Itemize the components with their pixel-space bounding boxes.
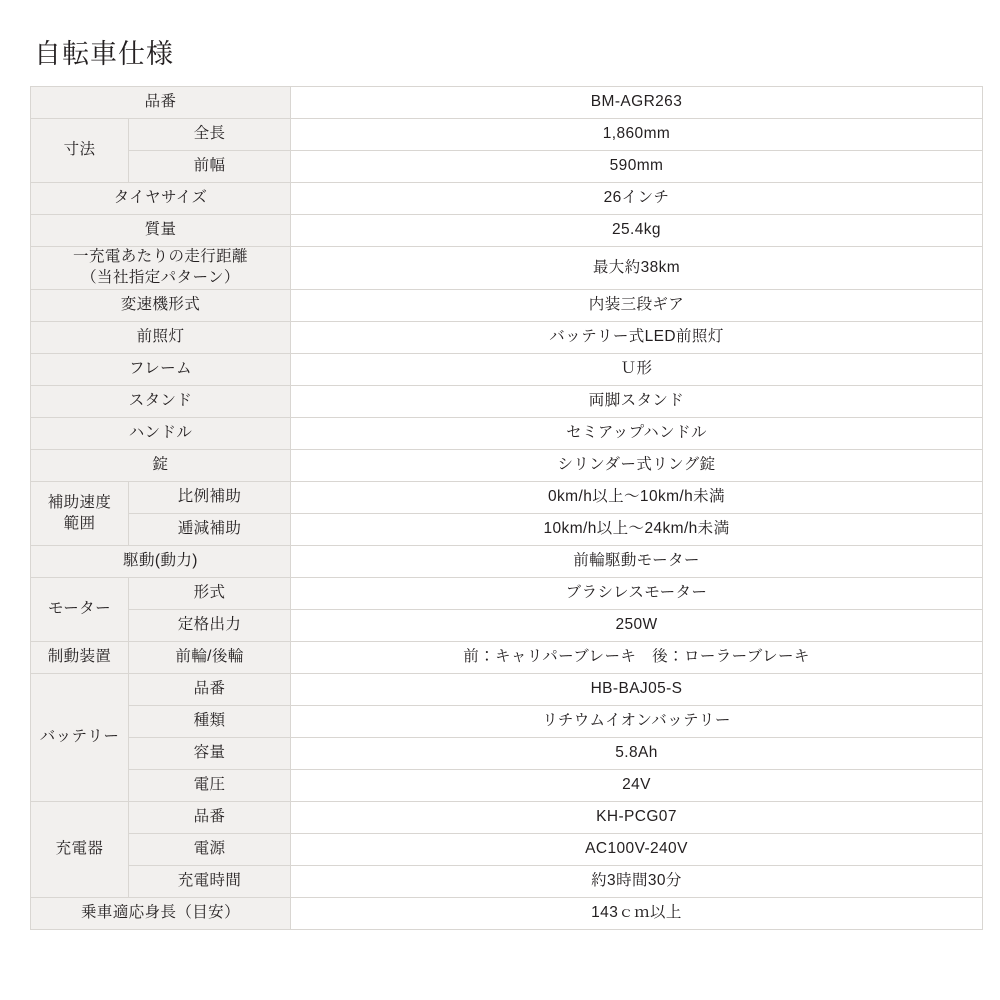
row-value: 590mm [291,151,983,183]
row-label: 品番 [31,87,291,119]
row-label: スタンド [31,386,291,418]
row-label: 前幅 [129,151,291,183]
row-value: AC100V-240V [291,834,983,866]
row-value: 最大約38km [291,247,983,290]
table-row [31,546,983,578]
row-value: 約3時間30分 [291,866,983,898]
bicycle-spec-table [30,86,983,930]
table-row [31,322,983,354]
row-label [31,247,291,290]
row-value: 25.4kg [291,215,983,247]
row-group-label: バッテリー [31,674,129,802]
table-row [31,183,983,215]
row-value: 26インチ [291,183,983,215]
table-row [31,215,983,247]
row-value: 0km/h以上〜10km/h未満 [291,482,983,514]
row-group-label: モーター [31,578,129,642]
table-row [31,866,983,898]
row-label: フレーム [31,354,291,386]
row-label: 駆動(動力) [31,546,291,578]
row-label: 逓減補助 [129,514,291,546]
table-row [31,770,983,802]
row-value: 10km/h以上〜24km/h未満 [291,514,983,546]
table-row [31,898,983,930]
table-row [31,290,983,322]
row-label: 電圧 [129,770,291,802]
table-row [31,386,983,418]
row-label: 前輪/後輪 [129,642,291,674]
table-row [31,450,983,482]
row-group-label: 制動装置 [31,642,129,674]
row-label: 質量 [31,215,291,247]
table-row [31,418,983,450]
table-row [31,354,983,386]
row-label: 比例補助 [129,482,291,514]
table-row [31,578,983,610]
row-label-line2: （当社指定パターン） [81,269,240,287]
row-label: 変速機形式 [31,290,291,322]
row-value: HB-BAJ05-S [291,674,983,706]
table-row [31,119,983,151]
table-row [31,610,983,642]
row-label-line1: 一充電あたりの走行距離 [73,248,248,266]
row-value: 250W [291,610,983,642]
row-label: 品番 [129,802,291,834]
row-value: 内装三段ギア [291,290,983,322]
row-value: セミアップハンドル [291,418,983,450]
row-value: ブラシレスモーター [291,578,983,610]
row-value: リチウムイオンバッテリー [291,706,983,738]
row-label: 錠 [31,450,291,482]
row-value: BM-AGR263 [291,87,983,119]
table-row [31,642,983,674]
row-value: 前：キャリパーブレーキ 後：ローラーブレーキ [291,642,983,674]
row-value: Ｕ形 [291,354,983,386]
row-value: シリンダー式リング錠 [291,450,983,482]
row-label: 充電時間 [129,866,291,898]
row-group-label: 充電器 [31,802,129,898]
table-row [31,738,983,770]
table-row [31,482,983,514]
row-label: 電源 [129,834,291,866]
spec-table-body [31,87,983,930]
row-value: 両脚スタンド [291,386,983,418]
table-row [31,87,983,119]
row-label: 品番 [129,674,291,706]
table-row [31,674,983,706]
row-label: 定格出力 [129,610,291,642]
row-label: 容量 [129,738,291,770]
table-row [31,706,983,738]
table-row [31,151,983,183]
row-value: 前輪駆動モーター [291,546,983,578]
row-value: KH-PCG07 [291,802,983,834]
row-label: ハンドル [31,418,291,450]
row-label: タイヤサイズ [31,183,291,215]
row-group-label: 寸法 [31,119,129,183]
row-value: 1,860mm [291,119,983,151]
row-group-label [31,482,129,546]
row-group-label-line2: 範囲 [63,514,96,532]
row-value: バッテリー式LED前照灯 [291,322,983,354]
row-label: 全長 [129,119,291,151]
row-label: 乗車適応身長（目安） [31,898,291,930]
row-label: 前照灯 [31,322,291,354]
row-label: 形式 [129,578,291,610]
row-value: 24V [291,770,983,802]
table-row [31,834,983,866]
table-row [31,514,983,546]
table-row [31,802,983,834]
table-row [31,247,983,290]
row-value: 143ｃｍ以上 [291,898,983,930]
page-title: 自転車仕様 [34,39,174,69]
row-group-label-line1: 補助速度 [47,493,112,511]
row-label: 種類 [129,706,291,738]
row-value: 5.8Ah [291,738,983,770]
